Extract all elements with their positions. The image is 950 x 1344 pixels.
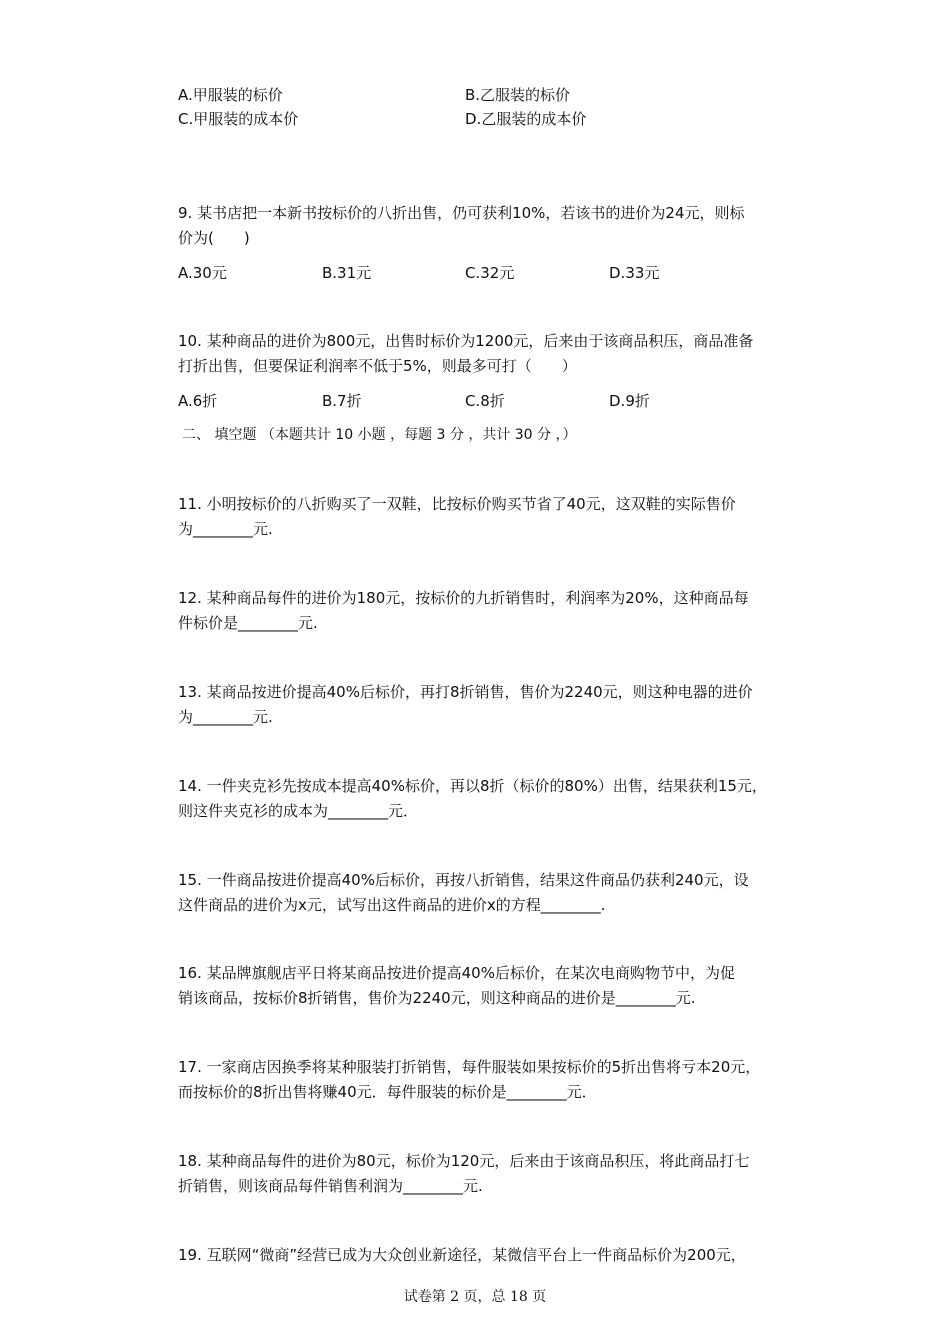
q14-text-line1: 14. 一件夹克衫先按成本提高40%标价，再以8折（标价的80%）出售，结果获利15元，: [178, 777, 767, 795]
page-footer: 试卷第 2 页，总 18 页: [403, 1289, 547, 1305]
q14-text-line2: 则这件夹克衫的成本为________元．: [178, 802, 419, 820]
q10-option-c: C.8折: [465, 392, 505, 410]
q19-text-line1: 19. 互联网“微商”经营已成为大众创业新途径，某微信平台上一件商品标价为200元，: [178, 1246, 746, 1264]
q10-text-line1: 10. 某种商品的进价为800元，出售时标价为1200元，后来由于该商品积压，商品准备: [178, 332, 754, 350]
q12-text-line2: 件标价是________元.: [178, 614, 318, 632]
q10-option-b: B.7折: [322, 392, 362, 410]
q18-text-line1: 18. 某种商品每件的进价为80元，标价为120元，后来由于该商品积压，将此商品打七: [178, 1152, 750, 1170]
q9-option-b: B.31元: [322, 264, 372, 282]
q13-text-line2: 为________元.: [178, 708, 273, 726]
q9-option-c: C.32元: [465, 264, 515, 282]
q8-option-b: B.乙服装的标价: [465, 86, 571, 104]
q11-text-line2: 为________元.: [178, 520, 273, 538]
q16-text-line1: 16. 某品牌旗舰店平日将某商品按进价提高40%后标价，在某次电商购物节中，为促: [178, 964, 735, 982]
q8-option-c: C.甲服装的成本价: [178, 110, 299, 128]
section-heading-fill-in: 二、 填空题 （本题共计 10 小题 ，每题 3 分 ，共计 30 分 ，）: [182, 427, 577, 443]
q17-text-line1: 17. 一家商店因换季将某种服装打折销售，每件服装如果按标价的5折出售将亏本20元，: [178, 1058, 761, 1076]
q9-text-line2: 价为( ): [178, 229, 250, 247]
q15-text-line2: 这件商品的进价为x元，试写出这件商品的进价x的方程________.: [178, 896, 606, 914]
q13-text-line1: 13. 某商品按进价提高40%后标价，再打8折销售，售价为2240元，则这种电器的进价: [178, 683, 753, 701]
q9-option-a: A.30元: [178, 264, 227, 282]
q12-text-line1: 12. 某种商品每件的进价为180元，按标价的九折销售时，利润率为20%，这种商品每: [178, 589, 749, 607]
q10-option-a: A.6折: [178, 392, 218, 410]
q8-option-d: D.乙服装的成本价: [465, 110, 587, 128]
q17-text-line2: 而按标价的8折出售将赚40元．每件服装的标价是________元．: [178, 1083, 597, 1101]
q16-text-line2: 销该商品，按标价8折销售，售价为2240元，则这种商品的进价是________元.: [178, 989, 696, 1007]
q8-option-a: A.甲服装的标价: [178, 86, 283, 104]
q18-text-line2: 折销售，则该商品每件销售利润为________元.: [178, 1177, 483, 1195]
q11-text-line1: 11. 小明按标价的八折购买了一双鞋，比按标价购买节省了40元，这双鞋的实际售价: [178, 495, 736, 513]
q15-text-line1: 15. 一件商品按进价提高40%后标价，再按八折销售，结果这件商品仍获利240元，设: [178, 871, 749, 889]
q10-option-d: D.9折: [609, 392, 650, 410]
q9-text-line1: 9. 某书店把一本新书按标价的八折出售，仍可获利10%，若该书的进价为24元，则标: [178, 204, 745, 222]
q9-option-d: D.33元: [609, 264, 660, 282]
q10-text-line2: 打折出售，但要保证利润率不低于5%，则最多可打（ ）: [178, 357, 577, 375]
